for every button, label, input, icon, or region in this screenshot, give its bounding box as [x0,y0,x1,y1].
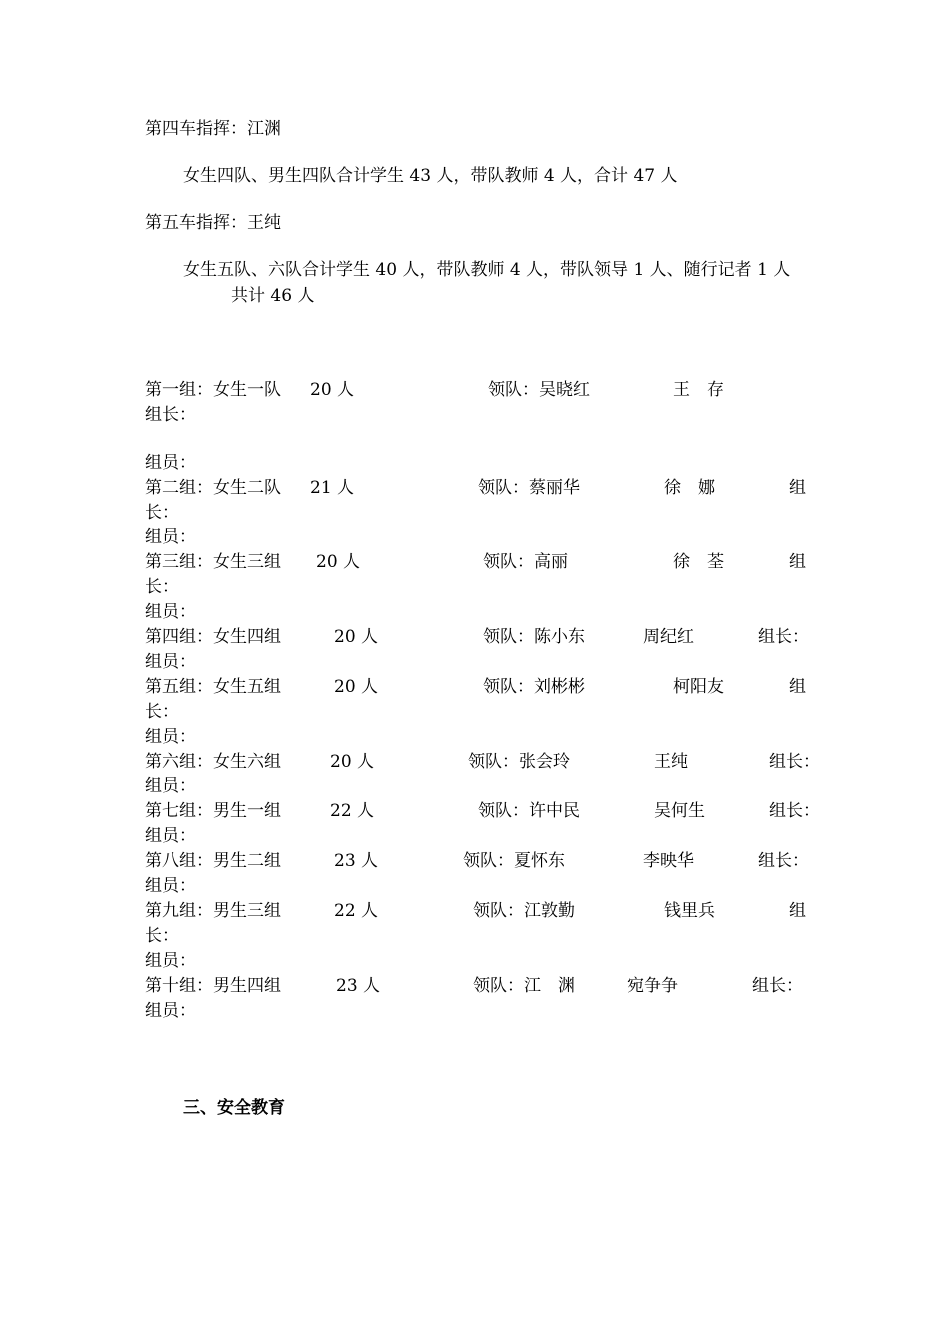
group-6-captain: 组长： [769,752,820,772]
group-10-captain: 组长： [752,976,803,996]
group-5-captain-b: 长： [145,702,179,722]
group-10-leader2: 宛争争 [627,976,678,996]
group-1-name: 第一组：女生一队 [145,380,281,400]
group-6-name: 第六组：女生六组 [145,752,281,772]
car-4-heading: 第四车指挥：江渊 [145,119,281,139]
group-10-leader: 领队：江 渊 [473,976,575,996]
group-4-leader: 领队：陈小东 [483,627,585,647]
group-6-count: 20 人 [330,752,375,772]
group-2-leader: 领队：蔡丽华 [478,478,580,498]
group-9-members: 组员： [145,951,196,971]
group-10-members: 组员： [145,1001,196,1021]
group-2-members: 组员： [145,527,196,547]
group-4-count: 20 人 [334,627,379,647]
group-6-members: 组员： [145,776,196,796]
group-6-leader2: 王纯 [654,752,688,772]
group-8-leader: 领队：夏怀东 [463,851,565,871]
group-3-leader: 领队：高丽 [483,552,568,572]
group-7-captain: 组长： [769,801,820,821]
group-1-leader: 领队：吴晓红 [488,380,590,400]
section-heading-safety: 三、安全教育 [183,1098,285,1118]
group-9-leader: 领队：江敦勤 [473,901,575,921]
group-5-leader: 领队：刘彬彬 [483,677,585,697]
group-7-leader2: 吴何生 [654,801,705,821]
group-3-captain-b: 长： [145,577,179,597]
group-7-count: 22 人 [330,801,375,821]
group-6-leader: 领队：张会玲 [468,752,570,772]
group-1-members: 组员： [145,453,196,473]
group-9-captain-a: 组 [789,901,806,921]
group-7-leader: 领队：许中民 [478,801,580,821]
group-2-count: 21 人 [310,478,355,498]
group-10-count: 23 人 [336,976,381,996]
group-4-leader2: 周纪红 [643,627,694,647]
group-3-count: 20 人 [316,552,361,572]
group-9-count: 22 人 [334,901,379,921]
group-2-captain-b: 长： [145,503,179,523]
group-10-name: 第十组：男生四组 [145,976,281,996]
group-2-captain-a: 组 [789,478,806,498]
group-8-name: 第八组：男生二组 [145,851,281,871]
group-8-count: 23 人 [334,851,379,871]
group-9-captain-b: 长： [145,926,179,946]
group-2-name: 第二组：女生二队 [145,478,281,498]
group-2-leader2: 徐 娜 [664,478,715,498]
group-3-members: 组员： [145,602,196,622]
group-7-members: 组员： [145,826,196,846]
group-5-count: 20 人 [334,677,379,697]
group-8-leader2: 李映华 [643,851,694,871]
group-9-name: 第九组：男生三组 [145,901,281,921]
group-8-members: 组员： [145,876,196,896]
group-4-name: 第四组：女生四组 [145,627,281,647]
group-8-captain: 组长： [758,851,809,871]
group-5-members: 组员： [145,727,196,747]
group-3-name: 第三组：女生三组 [145,552,281,572]
car-5-heading: 第五车指挥：王纯 [145,213,281,233]
group-3-captain-a: 组 [789,552,806,572]
group-5-leader2: 柯阳友 [673,677,724,697]
group-4-members: 组员： [145,652,196,672]
group-4-captain: 组长： [758,627,809,647]
car-5-detail: 女生五队、六队合计学生 40 人，带队教师 4 人，带队领导 1 人、随行记者 1 人 [183,260,791,280]
group-1-leader2: 王 存 [673,380,724,400]
group-5-name: 第五组：女生五组 [145,677,281,697]
group-1-count: 20 人 [310,380,355,400]
group-5-captain-a: 组 [789,677,806,697]
group-3-leader2: 徐 荃 [673,552,724,572]
group-1-captain: 组长： [145,405,196,425]
car-4-detail: 女生四队、男生四队合计学生 43 人，带队教师 4 人，合计 47 人 [183,166,678,186]
group-9-leader2: 钱里兵 [664,901,715,921]
car-5-detail-cont: 共计 46 人 [231,286,315,306]
group-7-name: 第七组：男生一组 [145,801,281,821]
